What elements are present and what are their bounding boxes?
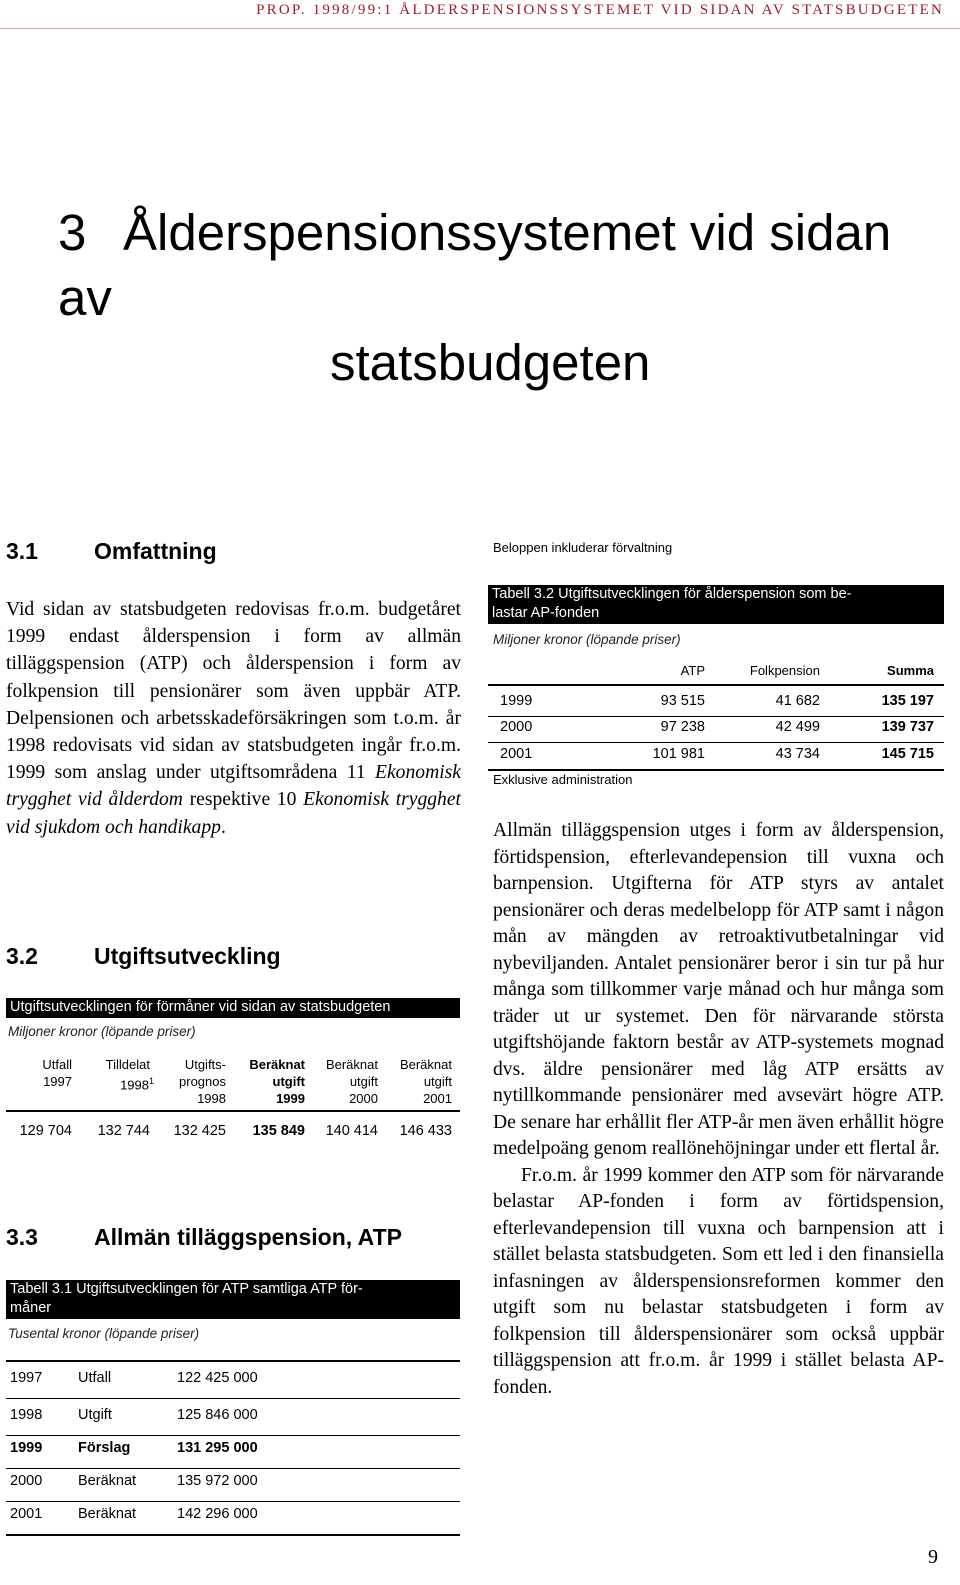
paragraph: Fr.o.m. år 1999 kommer den ATP som för närvarande belastar AP-fonden i form av förtidspension, efterlevandepension till vuxna och barnpension att i stället belasta statsbudgeten. Som ett led i den finansiella infasningen av ålderspensionsreformen kommer den utgift som nu belastar statsbudgeten i form av folkpension till ålderspensionärer som också uppbär tilläggspension att fr.o.m. år 1999 i stället belasta AP-fonden. [493,1164,944,1398]
table-cell: 129 704 [19,1123,72,1139]
row-year: 1999 [10,1440,43,1456]
chapter-title-line1: Ålderspensionssystemet vid sidan av [58,204,892,326]
running-header: PROP. 1998/99:1 ÅLDERSPENSIONSSYSTEMET VID SIDAN AV STATSBUDGETEN [256,2,944,18]
table-header-rule [488,684,944,686]
row-label: Utfall [78,1370,112,1386]
body-text-part: respektive 10 [182,789,304,811]
column-header: Folkpension [749,663,820,678]
table-cell: 132 425 [173,1123,226,1139]
section-number: 3.2 [6,943,38,969]
body-text-italic: Ekonomisk trygghet vid ålderdom [6,762,461,811]
section-title: Utgiftsutveckling [94,943,281,969]
row-rule [6,1435,460,1436]
row-value: 131 295 000 [177,1440,258,1456]
table-caption-line2: måner [10,1300,52,1316]
table-cell: 101 981 [652,746,705,762]
row-label: Utgift [78,1407,112,1423]
table-cell: 145 715 [881,746,934,762]
row-value: 125 846 000 [177,1407,258,1423]
table-cell: 135 197 [881,693,934,709]
row-label: Beräknat [78,1506,137,1522]
section-number: 3.1 [6,538,38,564]
row-year: 2001 [10,1506,43,1522]
column-header: 2001 [423,1091,452,1106]
row-rule [488,769,944,771]
paragraph: Allmän tilläggspension utges i form av ålderspension, förtidspension, efterlevandepension till vuxna och barnpension. Utgifterna för ATP styrs av antalet pensionärer och deras medelbelopp för ATP samt i någon mån av mängden av retroaktivutbetalningar vid nybeviljanden. Antalet pensionärer beror i sin tur på hur många som tillkommer varje månad och hur många som träder ut ur systemet. Den för närvarande största utgiftshöjande faktorn består av ATP-systemets mognad dvs. äldre pensionärer med låg ATP ersätts av nytillkommande pensionärer med avsevärt högre ATP. De senare har erhållit fler ATP-år men även erhållit högre medelpoäng genom reallönehöjningar under ett flertal år. [493,820,944,1159]
table-caption-line2: lastar AP-fonden [492,605,600,621]
column-header-text: 1998 [120,1077,149,1093]
row-rule [488,742,944,743]
table-unit: Miljoner kronor (löpande priser) [8,1024,196,1039]
column-header: Summa [887,663,934,678]
chapter-title [58,200,918,395]
row-year: 1999 [500,693,533,709]
row-year: 2001 [500,746,533,762]
table-caption-line1: Tabell 3.2 Utgiftsutvecklingen för ålderspension som be- [492,586,852,602]
row-value: 135 972 000 [177,1473,258,1489]
right-column-text [493,818,944,1401]
table-cell: 42 499 [775,719,820,735]
column-header: Utgifts- [184,1057,226,1072]
table-note-top: Beloppen inkluderar förvaltning [493,540,673,555]
chapter-number: 3 [58,204,87,261]
column-header: Beräknat [249,1057,305,1072]
column-header: 2000 [349,1091,378,1106]
column-header: ATP [680,663,705,678]
section-heading-3-1 [6,538,217,565]
header-rule [0,28,960,29]
table-cell: 93 515 [660,693,705,709]
section-heading-3-2 [6,943,281,970]
column-header: Tilldelat [105,1057,150,1072]
table-top-rule [6,1360,460,1362]
row-value: 122 425 000 [177,1370,258,1386]
row-value: 142 296 000 [177,1506,258,1522]
column-header: utgift [349,1074,378,1089]
row-rule [6,1468,460,1469]
row-rule [488,716,944,717]
body-text-part: Vid sidan av statsbudgeten redovisas fr.o.m. budgetåret 1999 endast ålderspension i form av allmän tilläggspension (ATP) och ålderspension i form av folkpension till pensionärer som även uppbär ATP. Delpensionen och arbetsskadeförsäkringen som t.o.m. år 1998 redovisats vid sidan av statsbudgeten ingår fr.o.m. 1999 som anslag under utgiftsområdena 11 [6,599,461,784]
section-number: 3.3 [6,1224,38,1250]
section-title: Omfattning [94,538,217,564]
column-header: Beräknat [399,1057,452,1072]
table-cell: 97 238 [660,719,705,735]
column-header: 1997 [43,1074,72,1089]
body-text-italic: Ekonomisk trygghet vid sjukdom och handikapp [6,789,461,838]
table-caption [488,585,944,624]
table-cell: 132 744 [97,1123,150,1139]
column-header: utgift [423,1074,452,1089]
body-text-part: . [220,816,226,838]
column-header: 1999 [276,1091,305,1106]
table-cell: 43 734 [775,746,820,762]
column-header: Beräknat [325,1057,378,1072]
table-note-bottom: Exklusive administration [493,772,633,787]
column-header: 1998 [197,1091,226,1106]
row-year: 1997 [10,1370,43,1386]
table-cell: 41 682 [775,693,820,709]
column-header: utgift [272,1074,305,1089]
row-year: 2000 [500,719,533,735]
section-heading-3-3 [6,1224,402,1251]
row-year: 2000 [10,1473,43,1489]
column-header [70,1073,154,1093]
table-header-rule [6,1110,460,1112]
row-label: Förslag [78,1440,131,1456]
column-header: prognos [179,1074,226,1089]
section-3-1-text [6,596,461,841]
footnote-marker: 1 [148,1076,154,1086]
table-caption [6,1280,460,1319]
table-cell: 146 433 [399,1123,452,1139]
column-header: Utfall [42,1057,72,1072]
table-unit: Miljoner kronor (löpande priser) [493,632,681,647]
row-label: Beräknat [78,1473,137,1489]
row-rule [6,1501,460,1502]
section-title: Allmän tilläggspension, ATP [94,1224,402,1250]
row-rule [6,1534,460,1536]
table-cell: 140 414 [325,1123,378,1139]
table-caption: Utgiftsutvecklingen för förmåner vid sidan av statsbudgeten [6,998,460,1018]
table-unit: Tusental kronor (löpande priser) [8,1326,200,1341]
row-year: 1998 [10,1407,43,1423]
table-cell: 139 737 [881,719,934,735]
table-caption-line1: Tabell 3.1 Utgiftsutvecklingen för ATP samtliga ATP för- [10,1281,363,1297]
table-cell: 135 849 [252,1123,305,1139]
chapter-title-line2: statsbudgeten [330,334,651,391]
page-number: 9 [928,1546,938,1568]
row-rule [6,1398,460,1399]
